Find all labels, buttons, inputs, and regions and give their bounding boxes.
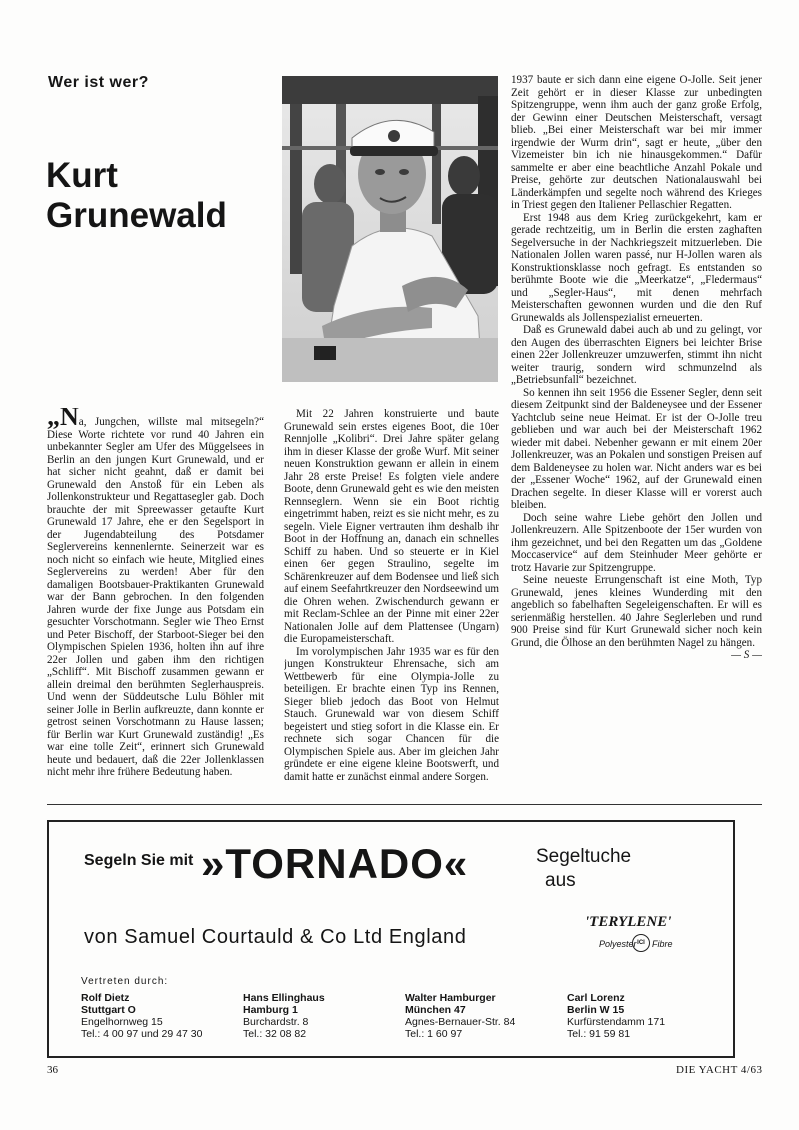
paragraph: So kennen ihn seit 1956 die Essener Segler, denn seit diesem Zeitpunkt sind der Baldeneysee und der Essener Yachtclub seine neue Heimat. Er ist der O-Jolle treu geblieben und war auch bei der Meisterschaft 1962 wieder mit dabei. Nebenher gewann er mit einem 20er Jollenkreuzer, was an Pokalen und sonstigen Preisen auf dem Baldeneysee zu holen war. Nicht anders war es bei der „Essener Woche“ 1962, auf der Grunewald einen Drachen segelte. In dieser Klasse will er vorerst auch bleiben. — [511, 386, 762, 511]
article-column-1 — [47, 408, 264, 800]
title-line-2: Grunewald — [46, 196, 227, 235]
rep-name: Hans Ellinghaus — [243, 992, 325, 1004]
terylene-logo — [585, 888, 685, 958]
page-number: 36 — [47, 1064, 58, 1076]
author-signature: — S — — [731, 649, 762, 661]
paragraph: Doch seine wahre Liebe gehört den Jollen und Jollenkreuzern. Alle Spitzenboote der 15er wurden von ihm gezeichnet, und bei den Regatten um das „Goldene Moccaservice“ auf dem Steinhuder Meer gehörte er trotz Havarie zur Spitzengruppe. — [511, 511, 762, 574]
terylene-wordmark: 'TERYLENE' — [585, 914, 672, 930]
rep-street: Burchardstr. 8 — [243, 1016, 309, 1028]
rep-tel: Tel.: 1 60 97 — [405, 1028, 463, 1040]
section-kicker: Wer ist wer? — [48, 74, 149, 91]
article-title — [46, 156, 227, 236]
rep-block — [405, 992, 515, 1040]
ad-line-3: aus — [545, 870, 576, 891]
article-column-3 — [511, 74, 762, 798]
rep-street: Agnes-Bernauer-Str. 84 — [405, 1016, 516, 1028]
drop-cap: „N — [47, 408, 79, 431]
rep-city: Stuttgart O — [81, 1004, 136, 1016]
ad-brand: »TORNADO« — [201, 840, 469, 887]
paragraph: Seine neueste Errungenschaft ist eine Moth, Typ Grunewald, jenes kleines Wunderding mit den angeblich so fabelhaften Segeleigenschaften. Er will es serienmäßig herstellen. 40 Jahre Seglerleben und rund 900 Preise sind für Kurt Grunewald sicher noch kein Grund, die Ölhose an den berühmten Nagel zu hängen. — [511, 574, 762, 649]
article-column-2 — [284, 408, 499, 800]
ad-line-4: von Samuel Courtauld & Co Ltd England — [84, 926, 467, 948]
paragraph: Mit 22 Jahren konstruierte und baute Grunewald sein erstes eigenes Boot, die 10er Rennjolle „Kolibri“. Drei Jahre später gelang ihm in dieser Klasse der große Wurf. Mit seiner neuen Konstruktion gewann er allein in einem Jahr 28 erste Preise! Es folgten viele andere Boote, denn Grunewald geht es wie den meisten Rennseglern. Wenn sie ein Boot richtig eingetrimmt haben, reizt es sie nicht mehr, es zu segeln. Viele Eigner vertrauten ihm deshalb ihr Boot in der Hoffnung an, danach ein schnelles Schiff zu haben. Und so steuerte er in Kiel einen 6er gegen Straulino, segelte im Schärenkreuzer auf dem Bodensee und ließ sich auf einem Seefahrtkreuzer den Nordseewind um die Ohren wehen. Zwischendurch gewann er mit Reclam-Schlee an der Pinne mit einer 22er Nationalen Jolle auf dem Plattensee (Ungarn) die Europameisterschaft. — [284, 408, 499, 645]
ad-vertreten: Vertreten durch: — [81, 976, 169, 987]
divider — [47, 804, 762, 805]
terylene-sub-2: Fibre — [652, 939, 673, 949]
rep-name: Walter Hamburger — [405, 992, 496, 1004]
ici-roundel-icon: ICI — [632, 934, 650, 952]
rep-block — [81, 992, 202, 1040]
rep-block — [243, 992, 325, 1040]
rep-street: Engelhornweg 15 — [81, 1016, 163, 1028]
paragraph-text: a, Jungchen, willste mal mitsegeln?“ Diese Worte richtete vor rund 40 Jahren ein unbekannter Segler am Ufer des Müggelsees in Berlin an den jungen Kurt Grunewald, und er hat sicher nicht geahnt, daß er damit bei Grunewald den Anstoß für ein Leben als Jollenkonstrukteur und Regattasegler gab. Doch brauchte der mit Spreewasser getaufte Kurt Grunewald 17 Jahre, ehe er den Segelsport in der Jugendabteilung des Potsdamer Seglervereins kennenlernte. Seinerzeit war es noch nicht so einfach wie heute, Mitglied eines Seglervereins zu werden! Aber für den damaligen Bootsbauer-Praktikanten Grunewald war der Bann gebrochen. In den folgenden Jahren wurde der fixe Junge aus Potsdam ein gesuchter Vorschotmann. Segler wie Theo Ernst und Peter Bischoff, der Starboot-Sieger bei den Olympischen Spielen 1936, holten ihn auf ihre 22er Jollen und gaben ihm den richtigen „Schliff“. Mit Bischoff zusammen gewann er allein dreimal den berühmten Seglerhauspreis. Und wenn der Süddeutsche Lulu Böhler mit seiner Jolle in Berlin aufkreuzte, dann konnte er getrost seinen Vorschotmann zu Hause lassen; für Berlin war Kurt Grunewald zuständig! „Es war eine tolle Zeit“, erinnert sich Grunewald heute und bedauert, daß die 22er Jollenklassen nicht mehr ihre frühere Bedeutung haben. — [47, 416, 264, 778]
terylene-sub-1: Polyester — [599, 939, 637, 949]
rep-street: Kurfürstendamm 171 — [567, 1016, 666, 1028]
paragraph: 1937 baute er sich dann eine eigene O-Jolle. Seit jener Zeit gehört er in dieser Klasse zur unbedingten Spitzengruppe, wenn ihm auch der ganz große Erfolg, der Gewinn einer Deutschen Meisterschaft, versagt blieb. „Bei einer Meisterschaft war bei mir immer irgendwie der Wurm drin“, sagt er heute, „über den Vizemeister bin ich nie hinausgekommen.“ Dafür sammelte er aber eine beachtliche Anzahl Pokale und Preise, gehörte zur deutschen Nationalauswahl bei Länderkämpfen und segelte noch während des Krieges in Triest gegen den Italiener Pellaschier Regatten. — [511, 74, 762, 211]
rep-tel: Tel.: 4 00 97 und 29 47 30 — [81, 1028, 203, 1040]
rep-tel: Tel.: 91 59 81 — [567, 1028, 631, 1040]
rep-city: München 47 — [405, 1004, 466, 1016]
rep-city: Berlin W 15 — [567, 1004, 625, 1016]
rep-city: Hamburg 1 — [243, 1004, 298, 1016]
paragraph: Im vorolympischen Jahr 1935 war es für den jungen Konstrukteur Ehrensache, sich am Wettbewerb für eine Olympia-Jolle zu beteiligen. Er brachte einen Typ ins Rennen, Sieger blieb jedoch das Boot von Helmut Stauch. Grunewald war von diesem Schiff begeistert und stieg sofort in die Klasse ein. Er rechnete sich sogar Chancen für die Olympischen Spiele aus. Aber im gleichen Jahr gründete er eine eigene kleine Bootswerft, und damit hatte er zunächst einmal andere Sorgen. — [284, 645, 499, 783]
paragraph — [47, 408, 264, 779]
paragraph: Daß es Grunewald dabei auch ab und zu gelingt, vor den Augen des überraschten Eigners bei leichter Brise einen 22er Jollenkreuzer umzuwerfen, stimmt ihn nicht weiter traurig, sondern wird schmunzelnd als „Betriebsunfall“ bezeichnet. — [511, 324, 762, 386]
title-line-1: Kurt — [46, 156, 118, 195]
paragraph: Erst 1948 aus dem Krieg zurückgekehrt, kam er gerade rechtzeitig, um in Berlin die ersten zaghaften Segelversuche in der Nachkriegszeit mitzuerleben. Die Nationalen Jollen waren passé, nur H-Jollen waren als Konstruktionsklasse noch gefragt. Es entstanden so berühmte Boote wie die „Meerkatze“, „Fledermaus“ und „Segler-Haus“, mit denen mehrfach Meisterschaften gewonnen wurden und die den Ruf Grunewalds als Jollenspezialist erneuerten. — [511, 211, 762, 324]
magazine-issue: DIE YACHT 4/63 — [676, 1064, 763, 1076]
ad-line-2: Segeltuche — [536, 846, 632, 867]
portrait-photo — [282, 76, 498, 382]
rep-name: Rolf Dietz — [81, 992, 130, 1004]
advertisement — [47, 820, 735, 1058]
rep-block — [567, 992, 665, 1040]
rep-tel: Tel.: 32 08 82 — [243, 1028, 307, 1040]
rep-name: Carl Lorenz — [567, 992, 625, 1004]
ad-line-1: Segeln Sie mit — [84, 852, 194, 869]
